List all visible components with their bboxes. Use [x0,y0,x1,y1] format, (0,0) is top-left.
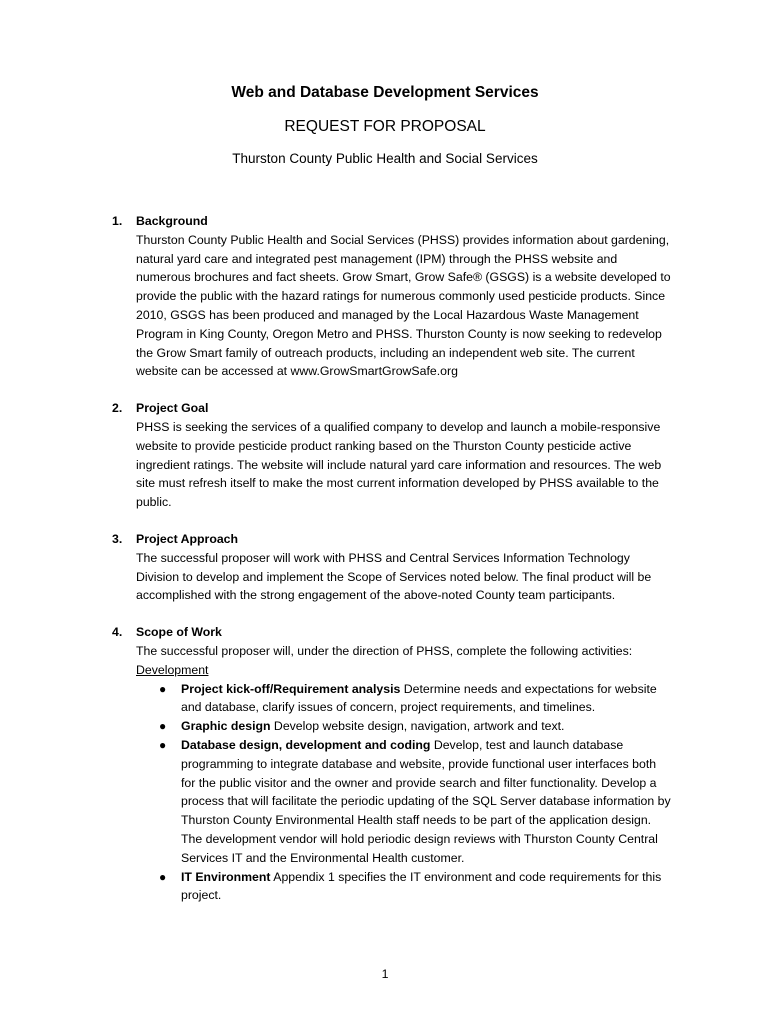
section-heading [112,530,672,549]
bullet-icon: ● [159,869,167,884]
section-number: 4. [112,625,123,640]
section-title: Project Approach [136,531,239,546]
section-paragraph: The successful proposer will work with PHSS and Central Services Information Technology Division to develop and implement the Scope of Services noted below. The final product will be accomplished with the strong engagement of the above-noted County team participants. [136,550,652,603]
section-project-approach [112,530,672,605]
list-item [159,717,672,736]
section-scope-of-work [112,623,672,905]
list-item-label: IT Environment [181,869,271,884]
list-item-label: Graphic design [181,719,271,734]
organization-name: Thurston County Public Health and Social Services [232,151,538,166]
section-title: Scope of Work [136,625,222,640]
section-heading [112,399,672,418]
page-number: 1 [381,967,389,981]
list-item-label: Project kick-off/Requirement analysis [181,681,401,696]
development-subheading: Development [136,662,209,677]
section-number: 2. [112,401,123,416]
section-project-goal [112,399,672,512]
section-number: 1. [112,214,123,228]
list-item-label: Database design, development and coding [181,737,431,752]
list-item-text: Determine needs and expectations for website and database, clarify issues of concern, project requirements, and timelines. [181,681,657,715]
document-title: Web and Database Development Services [231,84,539,101]
development-list [136,680,672,906]
section-heading [112,623,672,642]
section-paragraph: The successful proposer will, under the direction of PHSS, complete the following activities: [136,643,633,658]
sections-container [112,212,672,923]
bullet-icon: ● [159,681,167,696]
bullet-icon: ● [159,737,167,752]
section-heading [112,212,672,231]
section-paragraph: Thurston County Public Health and Social Services (PHSS) provides information about gardening, natural yard care and integrated pest management (IPM) through the PHSS website and numerous brochures and fact sheets. Grow Smart, Grow Safe® (GSGS) is a website developed to provide the public with the hazard ratings for numerous commonly used pesticide products. Since 2010, GSGS has been produced and managed by the Local Hazardous Waste Management Program in King County, Oregon Metro and PHSS. Thurston County is now seeking to redevelop the Grow Smart family of outreach products, including an independent web site. The current website can be accessed at www.GrowSmartGrowSafe.org [136,232,671,379]
bullet-icon: ● [159,719,167,734]
section-background [112,212,672,381]
list-item-text: Appendix 1 specifies the IT environment and code requirements for this project. [181,869,662,903]
list-item-text: Develop website design, navigation, artwork and text. [270,719,565,734]
list-item-text: Develop, test and launch database programming to integrate database and website, provide functional user interfaces both for the public visitor and the owner and provide search and filter functionality. Develop a process that will facilitate the periodic updating of the SQL Server database information by Thurston County Environmental Health staff needs to be part of the application design. The development vendor will hold periodic design reviews with Thurston County Central Services IT and the Environmental Health customer. [181,737,671,865]
section-title: Background [136,214,208,228]
list-item [159,736,672,868]
section-title: Project Goal [136,401,209,416]
document-subtitle: REQUEST FOR PROPOSAL [284,118,486,135]
section-body [136,418,672,512]
section-body [136,642,672,905]
list-item [159,868,672,906]
section-body [136,231,672,381]
list-item [159,680,672,718]
section-number: 3. [112,531,123,546]
section-body [136,549,672,605]
section-paragraph: PHSS is seeking the services of a qualified company to develop and launch a mobile-responsive website to provide pesticide product ranking based on the Thurston County pesticide active ingredient ratings. The website will include natural yard care information and resources. The web site must refresh itself to make the most current information developed by PHSS available to the public. [136,419,662,510]
